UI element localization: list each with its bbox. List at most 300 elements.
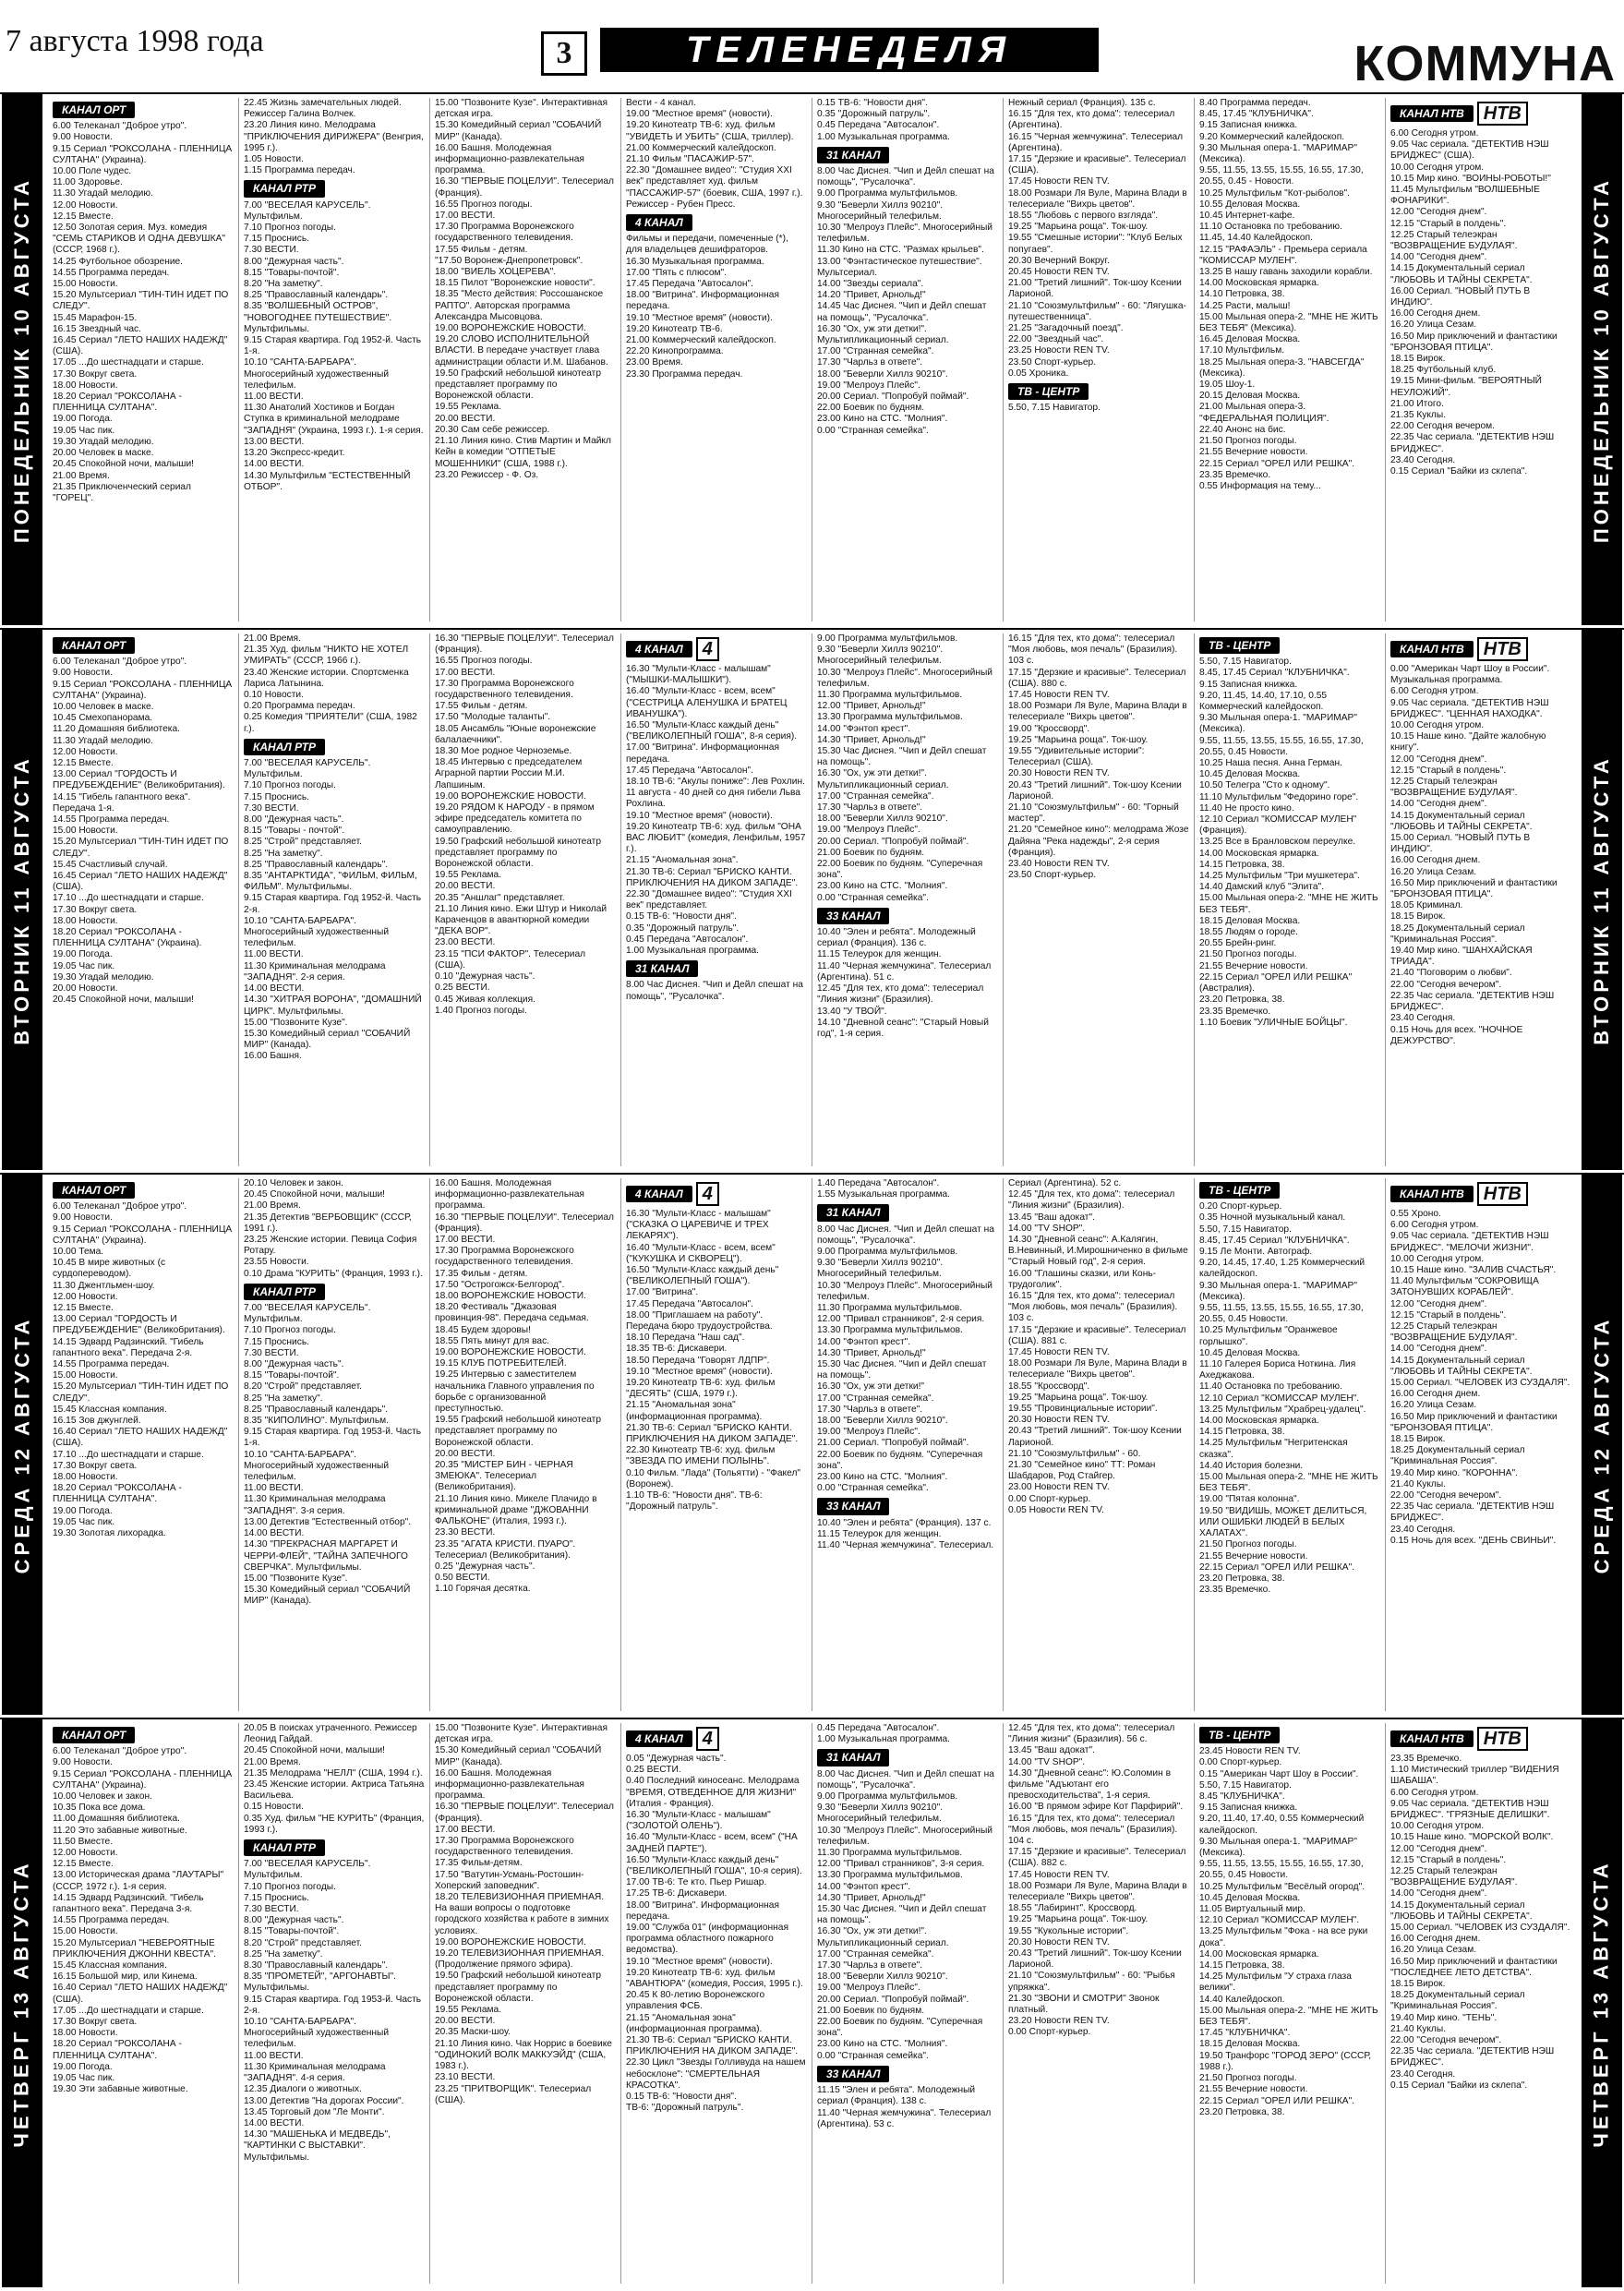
program-listing: 9.15 Сериал "РОКСОЛАНА - ПЛЕННИЦА СУЛТАНА" (Украина).	[53, 1768, 233, 1791]
schedule-columns	[48, 1723, 1576, 2284]
program-listing: 19.55 Реклама.	[435, 870, 502, 881]
program-listing: 14.00 "Звезды сериала".	[817, 279, 924, 290]
channel-name: ТВ - ЦЕНТР	[1008, 383, 1089, 400]
channel-header	[817, 1749, 998, 1766]
channel-header	[1390, 1182, 1571, 1206]
channel-name: 31 КАНАЛ	[817, 147, 889, 163]
program-listing: 0.05 Новости REN TV.	[1008, 1504, 1104, 1515]
channel-header	[817, 1498, 998, 1514]
program-listing: 19.10 "Местное время" (новости).	[626, 312, 773, 323]
program-listing: 18.00 "Беверли Хиллз 90210".	[817, 1971, 948, 1983]
program-listing: 17.30 "Чарльз в ответе".	[817, 357, 923, 368]
program-listing: 19.00 ВОРОНЕЖСКИЕ НОВОСТИ.	[435, 790, 586, 802]
program-listing: 21.55 Вечерние новости.	[1199, 960, 1308, 971]
program-listing: 16.00 Башня.	[244, 1051, 302, 1062]
program-listing: 19.05 Час пик.	[53, 2073, 115, 2084]
program-listing: 8.25 "На заметку".	[244, 848, 323, 859]
program-listing: 0.15 Новости.	[244, 1802, 304, 1813]
program-listing: 11.30 Криминальная мелодрама "ЗАПАДНЯ". 4-я серия.	[244, 2061, 386, 2084]
day-label-text: ВТОРНИК 11 АВГУСТА	[10, 754, 33, 1045]
program-listing: 19.40 Мир кино. "КОРОННА".	[1390, 1467, 1518, 1478]
channel-header	[244, 1284, 425, 1300]
program-listing: 10.45 В мире животных (с сурдопереводом).	[53, 1258, 166, 1280]
program-listing: 18.00 Новости.	[53, 2028, 118, 2039]
program-listing: 14.00 "Сегодня днем".	[1390, 799, 1487, 810]
program-listing: 11.00 ВЕСТИ.	[244, 949, 304, 960]
program-listing: 14.55 Программа передач.	[53, 1359, 170, 1370]
program-listing: 8.35 "ПРОМЕТЕЙ", "АРГОНАВТЫ". Мультфильмы.	[244, 1971, 397, 1994]
program-listing: 17.00 ВЕСТИ.	[435, 1235, 496, 1246]
day-label	[2, 1175, 42, 1715]
program-listing: 23.30 ВЕСТИ.	[435, 1527, 496, 1538]
program-listing: 19.00 "Местное время" (новости).	[626, 109, 773, 120]
program-listing: 9.05 Час сериала. "ДЕТЕКТИВ НЭШ БРИДЖЕС". "МЕЛОЧИ ЖИЗНИ".	[1390, 1231, 1549, 1253]
channel-name: КАНАЛ НТВ	[1390, 641, 1474, 657]
program-listing: 11.30 Программа мультфильмов.	[817, 1848, 963, 1859]
program-listing: 14.25 Футбольное обозрение.	[53, 256, 184, 267]
program-listing: 23.40 Сегодня.	[1390, 2068, 1456, 2080]
program-listing: 18.15 Вирок.	[1390, 354, 1446, 365]
schedule-column	[812, 1178, 1003, 1711]
program-listing: 0.00 "Странная семейка".	[817, 1483, 929, 1494]
program-listing: 17.15 "Дерзкие и красивые". Телесериал (США). 881 с.	[1008, 1324, 1186, 1346]
program-listing: 19.55 "Кукольные истории".	[1008, 1925, 1129, 1936]
program-listing: 0.45 Передача "Автосалон".	[817, 1723, 940, 1733]
program-listing: 1.10 Мистический триллер "ВИДЕНИЯ ШАБАША".	[1390, 1765, 1559, 1787]
program-listing: 17.00 "Странная семейка".	[817, 1948, 934, 1959]
program-listing: 18.00 Розмари Ля Вуле, Марина Влади в телесериале "Вихрь цветов".	[1008, 187, 1187, 210]
program-listing: 22.15 Сериал "ОРЕЛ ИЛИ РЕШКА" (Австралия).	[1199, 971, 1353, 995]
program-listing: 18.00 Розмари Ля Вуле, Марина Влади в телесериале "Вихрь цветов".	[1008, 701, 1187, 723]
program-listing: 13.25 В нашу гавань заходили корабли.	[1199, 267, 1373, 278]
program-listing: 12.00 "Сегодня днем".	[1390, 754, 1487, 765]
program-listing: 20.00 ВЕСТИ.	[435, 881, 496, 892]
program-listing: 16.30 "Ох, уж эти детки!"	[817, 1381, 925, 1393]
channel-name: 31 КАНАЛ	[626, 960, 698, 977]
program-listing: 19.00 "Мелроуз Плейс".	[817, 825, 920, 836]
program-listing: 21.00 Коммерческий калейдоскоп.	[626, 335, 776, 346]
program-listing: 18.20 Сериал "РОКСОЛАНА - ПЛЕННИЦА СУЛТАНА".	[53, 392, 182, 414]
program-listing: Сериал (Аргентина). 52 с.	[1008, 1178, 1122, 1188]
program-listing: 5.50, 7.15 Навигатор.	[1199, 1224, 1292, 1235]
program-listing: 6.00 Сегодня утром.	[1390, 686, 1479, 697]
program-listing: 16.45 Сериал "ЛЕТО НАШИХ НАДЕЖД" (США).	[53, 335, 228, 357]
program-listing: 12.00 Новости.	[53, 1848, 118, 1859]
program-listing: 15.00 "Позвоните Кузе".	[244, 1017, 348, 1028]
program-listing: 18.00 Новости.	[53, 915, 118, 926]
program-listing: 1.10 Горячая десятка.	[435, 1584, 531, 1595]
program-listing: 19.55 Графский небольшой кинотеатр представляет программу по Воронежской области.	[435, 1415, 602, 1448]
program-listing: 9.55, 11.55, 13.55, 15.55, 16.55, 17.30, 20.55, 0.45 Новости.	[1199, 1859, 1364, 1881]
program-listing: Вести - 4 канал.	[626, 98, 696, 108]
program-listing: 16.20 Улица Сезам.	[1390, 866, 1477, 877]
program-listing: 23.35 Времечко.	[1199, 1585, 1271, 1596]
program-listing: 16.20 Улица Сезам.	[1390, 1400, 1477, 1411]
program-listing: 10.10 "САНТА-БАРБАРА". Многосерийный художественный телефильм.	[244, 915, 390, 949]
program-listing: 16.15 Звездный час.	[53, 323, 141, 334]
program-listing: 11.45, 14.40 Калейдоскоп.	[1199, 233, 1313, 244]
program-listing: 17.00 "Пять с плюсом".	[626, 267, 727, 278]
program-listing: 23.40 Сегодня.	[1390, 1013, 1456, 1024]
program-listing: 20.30 Новости REN TV.	[1008, 768, 1110, 779]
day-band	[0, 1718, 1624, 2287]
program-listing: 8.20 "Строй" представляет.	[244, 1381, 362, 1393]
program-listing: 14.25 Расти, малыш!	[1199, 300, 1291, 311]
program-listing: 14.00 "ТV SHOP".	[1008, 1756, 1086, 1767]
program-listing: 15.00 Новости.	[53, 826, 118, 837]
program-listing: 19.30 Эти забавные животные.	[53, 2084, 188, 2095]
program-listing: 19.00 "Мелроуз Плейс".	[817, 1983, 920, 1994]
program-listing: 19.05 Час пик.	[53, 425, 115, 436]
program-listing: 19.20 Кинотеатр ТВ-6: худ. фильм "ДЕСЯТЬ" (США, 1979 г.).	[626, 1378, 776, 1400]
program-listing: 19.25 "Марьина роща". Ток-шоу.	[1008, 1392, 1149, 1403]
program-listing: 12.15 Вместе.	[53, 758, 114, 769]
channel-header	[817, 147, 998, 163]
program-listing: 13.00 "Фэнтастическое путешествие". Мультсериал.	[817, 256, 982, 278]
program-listing: 16.30 "ПЕРВЫЕ ПОЦЕЛУИ". Телесериал (Франция).	[435, 633, 614, 656]
program-listing: 21.35 Мелодрама "НЕЛЛ" (США, 1994 г.).	[244, 1767, 423, 1779]
program-listing: 19.50 Транфорс "ГОРОД ЗЕРО" (СССР, 1988 г.).	[1199, 2050, 1372, 2072]
program-listing: 14.30 "Дневной сеанс": А.Калягин, В.Невинный, И.Мирошниченко в фильме "Старый Новый год", 2-я серия.	[1008, 1235, 1188, 1268]
program-listing: 10.45 Деловая Москва.	[1199, 769, 1301, 780]
program-listing: 17.15 "Дерзкие и красивые". Телесериал (США). 880 с.	[1008, 667, 1186, 689]
program-listing: 21.40 Куклы.	[1390, 1478, 1447, 1489]
schedule-column	[429, 1178, 620, 1711]
program-listing: 19.05 Час пик.	[53, 1516, 115, 1527]
program-listing: 17.30 "Чарльз в ответе".	[817, 1404, 923, 1415]
channel-name: КАНАЛ ОРТ	[53, 102, 135, 118]
program-listing: 23.00 Время.	[626, 357, 683, 368]
program-listing: 13.45 "Ваш адокат".	[1008, 1745, 1095, 1756]
program-listing: "17.50 Воронеж-Днепропетровск".	[435, 255, 583, 266]
program-listing: 16.30 "Ох, уж эти детки!". Мультипликационный сериал.	[817, 768, 949, 790]
program-listing: 15.45 Марафон-15.	[53, 312, 138, 323]
program-listing: 19.00 "Кроссворд".	[1008, 723, 1090, 734]
channel-header	[626, 960, 807, 977]
program-listing: 18.15 Деловая Москва.	[1199, 915, 1301, 926]
program-listing: 12.45 "Для тех, кто дома": телесериал "Линия жизни" (Бразилия).	[817, 983, 984, 1006]
program-listing: 15.00 "Позвоните Кузе".	[244, 1573, 348, 1584]
program-listing: 16.15 "Для тех, кто дома": телесериал "Моя любовь, моя печаль" (Бразилия). 103 с.	[1008, 1291, 1178, 1324]
program-listing: 19.20 СЛОВО ИСПОЛНИТЕЛЬНОЙ ВЛАСТИ. В передаче участвует глава администрации области И.М. Шабанов.	[435, 334, 608, 368]
program-listing: 15.00 Сериал. "ЧЕЛОВЕК ИЗ СУЗДАЛЯ".	[1390, 1378, 1570, 1389]
program-listing: 0.40 Последний киносеанс. Мелодрама "ВРЕМЯ, ОТВЕДЕННОЕ ДЛЯ ЖИЗНИ" (Италия - Франция).	[626, 1776, 800, 1809]
program-listing: 19.00 "Мелроуз Плейс".	[817, 380, 920, 391]
program-listing: 16.00 Башня. Молодежная информационно-развлекательная программа.	[435, 1767, 584, 1802]
program-listing: 15.30 Час Диснея. "Чип и Дейл спешат на помощь".	[817, 746, 987, 768]
program-listing: 1.00 Музыкальная программа.	[817, 1734, 950, 1745]
program-listing: 18.00 ВОРОНЕЖСКИЕ НОВОСТИ.	[435, 1291, 586, 1302]
program-listing: 22.00 Боевик по будням. "Суперечная зона".	[817, 2017, 983, 2039]
program-listing: 19.55 Реклама.	[435, 402, 502, 413]
program-listing: 19.25 "Марьина роща". Ток-шоу.	[1008, 222, 1149, 233]
program-listing: 23.40 Женские истории. Спортсменка Лариса Латынина.	[244, 667, 409, 689]
program-listing: 17.30 Программа Воронежского государственного телевидения.	[435, 1246, 574, 1268]
program-listing: 10.45 Интернет-кафе.	[1199, 211, 1295, 222]
program-listing: 10.00 Человек и закон.	[53, 1791, 152, 1803]
schedule-column	[1003, 1723, 1194, 2284]
program-listing: 0.55 Информация на тему...	[1199, 480, 1321, 491]
schedule-column	[1385, 98, 1576, 621]
program-listing: 19.00 "Мелроуз Плейс".	[817, 1427, 920, 1438]
program-listing: 9.20, 14.45, 17.40, 1.25 Коммерческий калейдоскоп.	[1199, 1258, 1365, 1280]
program-listing: 16.50 Мир приключений и фантастики "БРОНЗОВАЯ ПТИЦА".	[1390, 331, 1558, 353]
program-listing: 11.00 Домашняя библиотека.	[53, 1814, 180, 1825]
program-listing: 12.15 "РАФАЭЛЬ" - Премьера сериала "КОМИССАР МУЛЕН".	[1199, 244, 1367, 266]
program-listing: 10.30 "Мелроуз Плейс". Многосерийный телефильм.	[817, 223, 993, 245]
program-listing: 12.15 "Старый в полдень".	[1390, 1854, 1507, 1865]
program-listing: 15.00 Новости.	[53, 1370, 118, 1381]
channel-header	[244, 1839, 425, 1856]
program-listing: 16.50 "Мульти-Класс каждый день" ("ВЕЛИКОЛЕПНЫЙ ГОША", 10-я серия).	[626, 1854, 802, 1877]
program-listing: 9.00 Программа мультфильмов.	[817, 1791, 958, 1803]
program-listing: 11.10 Мультфильм "Федорино горе".	[1199, 791, 1359, 802]
program-listing: 11.40 Не просто кино.	[1199, 802, 1294, 814]
channel-name: 4 КАНАЛ	[626, 641, 692, 657]
schedule-column	[620, 1723, 812, 2284]
program-listing: 22.15 Сериал "ОРЕЛ ИЛИ РЕШКА".	[1199, 2095, 1355, 2106]
program-listing: 11.10 Галерея Бориса Ноткина. Лия Ахеджакова.	[1199, 1359, 1356, 1381]
program-listing: 10.00 Поле чудес.	[53, 166, 132, 177]
program-listing: 20.55 Брейн-ринг.	[1199, 938, 1277, 949]
program-listing: 17.00 "Странная семейка".	[817, 346, 934, 357]
schedule-column	[620, 1178, 812, 1711]
program-listing: 0.15 Ночь для всех. "НОЧНОЕ ДЕЖУРСТВО".	[1390, 1024, 1523, 1046]
program-listing: 9.15 Ле Монти. Автограф.	[1199, 1247, 1313, 1258]
schedule-column	[238, 1178, 429, 1711]
program-listing: 15.00 "Позвоните Кузе". Интерактивная детская игра.	[435, 98, 607, 120]
program-listing: 22.15 Сериал "ОРЕЛ ИЛИ РЕШКА".	[1199, 458, 1355, 469]
program-listing: 10.10 "САНТА-БАРБАРА". Многосерийный художественный телефильм.	[244, 2017, 390, 2050]
program-listing: 16.50 "Мульти-Класс каждый день" ("ВЕЛИКОЛЕПНЫЙ ГОША").	[626, 1265, 779, 1287]
program-listing: 16.00 Сегодня днем.	[1390, 1389, 1481, 1400]
program-listing: 22.30 "Домашнее видео": "Студия XXI век" представляет худ. фильм "ПАССАЖИР-57" (боевик, США, 1997 г.). Режиссер - Рубен Пресс.	[626, 165, 803, 210]
program-listing: 21.50 Прогноз погоды.	[1199, 1539, 1297, 1550]
program-listing: 18.00 "Беверли Хиллз 90210".	[817, 814, 948, 825]
program-listing: 19.05 Шоу-1.	[1199, 380, 1256, 391]
program-listing: 21.20 "Семейное кино": мелодрама Жозе Дайяна "Река надежды", 2-я серия (Франция).	[1008, 825, 1189, 858]
program-listing: 20.35 Маски-шоу.	[435, 2027, 511, 2038]
program-listing: 14.15 Документальный сериал "ЛЮБОВЬ И ТАЙНЫ СЕКРЕТА".	[1390, 1355, 1533, 1377]
program-listing: 15.00 "Позвоните Кузе". Интерактивная детская игра.	[435, 1723, 607, 1745]
program-listing: 11.40 Остановка по требованию.	[1199, 1381, 1342, 1393]
program-listing: 0.35 "Дорожный патруль".	[626, 922, 740, 934]
program-listing: 0.25 Комедия "ПРИЯТЕЛИ" (США, 1982 г.).	[244, 712, 417, 734]
program-listing: 14.40 Калейдоскоп.	[1199, 1994, 1285, 2005]
program-listing: 8.30 "Православный календарь".	[244, 1960, 389, 1971]
channel-logo-icon: 4	[696, 637, 719, 661]
program-listing: 21.10 "Союзмультфильм" - 60: "Рыбья упряжка".	[1008, 1971, 1175, 1993]
program-listing: 8.00 Час Диснея. "Чип и Дейл спешат на помощь", "Русалочка".	[817, 1224, 994, 1246]
program-listing: 7.15 Проснись.	[244, 1336, 309, 1347]
program-listing: 9.00 Новости.	[53, 132, 113, 143]
channel-name: КАНАЛ РТР	[244, 180, 325, 197]
program-listing: 17.35 Фильм - детям.	[435, 1268, 528, 1279]
day-label-text: ПОНЕДЕЛЬНИК 10 АВГУСТА	[1590, 176, 1613, 543]
program-listing: 14.30 "ПРЕКРАСНАЯ МАРГАРЕТ И ЧЕРРИ-ФЛЕЙ", "ТАЙНА ЗАПЕЧНОГО СВЕРЧКА". Мультфильмы.	[244, 1539, 408, 1573]
program-listing: 18.55 Людям о городе.	[1199, 927, 1298, 938]
program-listing: 17.30 "Чарльз в ответе".	[817, 802, 923, 814]
program-listing: 23.00 Кино на СТС. "Молния".	[817, 414, 948, 425]
channel-header	[53, 102, 234, 118]
program-listing: 5.50, 7.15 Навигатор.	[1199, 1779, 1292, 1791]
program-listing: 12.10 Сериал "КОМИССАР МУЛЕН" (Франция).	[1199, 814, 1357, 837]
program-listing: 16.45 Сериал "ЛЕТО НАШИХ НАДЕЖД" (США).	[53, 871, 228, 893]
program-listing: 10.00 Человек в маске.	[53, 702, 154, 713]
program-listing: 18.15 Пилот "Воронежские новости".	[435, 278, 595, 289]
program-listing: 14.40 Дамский клуб "Элита".	[1199, 882, 1324, 893]
program-listing: 19.50 Графский небольшой кинотеатр представляет программу по Воронежской области.	[435, 836, 602, 870]
program-listing: 18.15 Вирок.	[1390, 1434, 1446, 1445]
program-listing: 10.15 Наше кино. "МОРСКОЙ ВОЛК".	[1390, 1832, 1554, 1843]
program-listing: 22.00 Боевик по будням. "Суперечная зона".	[817, 1449, 983, 1471]
program-listing: 18.30 Мое родное Черноземье.	[435, 746, 572, 757]
program-listing: 23.50 Спорт-курьер.	[1008, 356, 1097, 368]
program-listing: 23.35 Времечко.	[1199, 1006, 1271, 1017]
program-listing: 18.55 Пять минут для вас.	[435, 1335, 550, 1346]
program-listing: 20.05 В поисках утраченного. Режиссер Леонид Гайдай.	[244, 1723, 417, 1745]
program-listing: 20.00 ВЕСТИ.	[435, 1448, 496, 1459]
program-listing: 12.15 "Старый в полдень".	[1390, 765, 1507, 776]
program-listing: 9.15 Старая квартира. Год 1953-й. Часть 1-я.	[244, 1427, 422, 1449]
program-listing: 18.55 "Любовь с первого взгляда".	[1008, 211, 1159, 222]
program-listing: 10.30 "Мелроуз Плейс". Многосерийный телефильм.	[817, 1825, 993, 1847]
channel-name: КАНАЛ НТВ	[1390, 1730, 1474, 1747]
program-listing: 11.30 Анатолий Хостиков и Богдан Ступка в криминальной мелодраме "ЗАПАДНЯ" (Украина, 1993 г.). 1-я серия.	[244, 403, 424, 436]
program-listing: 13.00 Сериал "ГОРДОСТЬ И ПРЕДУБЕЖДЕНИЕ" (Великобритания).	[53, 1314, 225, 1336]
program-listing: 23.40 Сегодня.	[1390, 1524, 1456, 1535]
program-listing: 14.30 "МАШЕНЬКА И МЕДВЕДЬ", "КАРТИНКИ С ВЫСТАВКИ". Мультфильмы.	[244, 2129, 391, 2163]
program-listing: 9.15 Сериал "РОКСОЛАНА - ПЛЕННИЦА СУЛТАНА" (Украина).	[53, 679, 233, 701]
program-listing: 19.30 Золотая лихорадка.	[53, 1528, 166, 1539]
program-listing: 14.55 Программа передач.	[53, 1915, 170, 1926]
program-listing: 0.15 "Американ Чарт Шоу в России".	[1199, 1768, 1359, 1779]
program-listing: 19.00 "Пятая колонна".	[1199, 1494, 1300, 1505]
program-listing: 7.00 "ВЕСЕЛАЯ КАРУСЕЛЬ". Мультфильм.	[244, 1859, 371, 1881]
program-listing: 8.00 Час Диснея. "Чип и Дейл спешат на помощь", "Русалочка".	[626, 980, 803, 1002]
program-listing: 20.30 Новости REN TV.	[1008, 1936, 1110, 1947]
program-listing: 14.15 Петровка, 38.	[1199, 859, 1285, 870]
program-listing: 20.43 "Третий лишний". Ток-шоу Ксении Ларионой.	[1008, 1948, 1182, 1971]
program-listing: 20.45 Новости REN TV.	[1008, 267, 1110, 278]
program-listing: 19.55 "Удивительные истории": Телесериал (США).	[1008, 746, 1145, 768]
channel-name: 31 КАНАЛ	[817, 1204, 889, 1221]
schedule-column	[1003, 633, 1194, 1166]
program-listing: 16.00 "Глашины сказки, или Конь-трудоголик".	[1008, 1268, 1157, 1290]
program-listing: 14.00 ВЕСТИ.	[244, 459, 305, 470]
program-listing: 11.40 Мультфильм "СОКРОВИЩА ЗАТОНУВШИХ КОРАБЛЕЙ".	[1390, 1276, 1539, 1298]
program-listing: 14.30 "Привет, Арнольд!"	[817, 1347, 926, 1358]
program-listing: 10.45 Деловая Москва.	[1199, 1347, 1301, 1358]
channel-header	[626, 637, 807, 661]
program-listing: 15.30 Час Диснея. "Чип и Дейл спешат на помощь".	[817, 1359, 987, 1381]
program-listing: 10.10 "САНТА-БАРБАРА". Многосерийный художественный телефильм.	[244, 357, 390, 391]
program-listing: 19.20 Кинотеатр ТВ-6: худ. фильм "УВИДЕТЬ И УБИТЬ" (США, триллер).	[626, 120, 794, 142]
program-listing: 16.40 "Мульти-Класс - всем, всем" ("КУКУШКА И СКВОРЕЦ").	[626, 1242, 776, 1264]
program-listing: 17.30 Вокруг света.	[53, 2017, 138, 2028]
program-listing: 20.00 Сериал. "Попробуй поймай".	[817, 392, 969, 403]
program-listing: 1.55 Музыкальная программа.	[817, 1189, 950, 1200]
program-listing: 11.30 Программа мультфильмов.	[817, 1303, 963, 1314]
program-listing: 20.00 Человек в маске.	[53, 448, 154, 459]
program-listing: 20.35 "Аншлаг" представляет.	[435, 892, 565, 903]
program-listing: 11.05 Виртуальный мир.	[1199, 1904, 1305, 1915]
program-listing: 16.00 Сериал. "НОВЫЙ ПУТЬ В ИНДИЮ".	[1390, 285, 1531, 308]
program-listing: 21.00 Мыльная опера-3. "ФЕДЕРАЛЬНАЯ ПОЛИЦИЯ".	[1199, 402, 1329, 424]
program-listing: 18.50 Передача "Говорят ЛДПР".	[626, 1355, 770, 1366]
program-listing: 16.55 Прогноз погоды.	[435, 199, 533, 210]
masthead	[0, 0, 1624, 92]
program-listing: 21.55 Вечерние новости.	[1199, 447, 1308, 458]
channel-logo-icon: НТВ	[1477, 1182, 1528, 1206]
schedule-column	[238, 1723, 429, 2284]
program-listing: 8.15 "Товары - почтой".	[244, 826, 344, 837]
program-listing: 23.35 Времечко.	[1199, 469, 1271, 480]
channel-header	[817, 908, 998, 924]
schedule-column	[429, 633, 620, 1166]
program-listing: 10.25 Мультфильм "Весёлый огород".	[1199, 1881, 1365, 1892]
program-listing: 14.10 Петровка, 38.	[1199, 289, 1285, 300]
program-listing: 9.00 Новости.	[53, 1757, 113, 1768]
program-listing: 23.10 ВЕСТИ.	[435, 2072, 496, 2083]
program-listing: 23.20 Петровка, 38.	[1199, 995, 1285, 1006]
program-listing: 10.15 Наше кино. "Дайте жалобную книгу".	[1390, 731, 1546, 754]
program-listing: 16.50 Мир приключений и фантастики "БРОНЗОВАЯ ПТИЦА".	[1390, 1411, 1558, 1433]
program-listing: 17.45 Новости REN TV.	[1008, 1347, 1110, 1358]
program-listing: 14.00 Московская ярмарка.	[1199, 1948, 1319, 1959]
program-listing: 18.00 Новости.	[53, 380, 118, 391]
program-listing: 7.10 Прогноз погоды.	[244, 780, 336, 791]
channel-name: КАНАЛ ОРТ	[53, 637, 135, 654]
program-listing: 18.45 Будем здоровы!	[435, 1324, 531, 1335]
program-listing: 0.15 ТВ-6: "Новости дня".	[626, 911, 737, 922]
program-listing: 16.20 Улица Сезам.	[1390, 320, 1477, 331]
program-listing: 23.35 "АГАТА КРИСТИ. ПУАРО". Телесериал (Великобритания).	[435, 1538, 576, 1561]
program-listing: 10.15 Наше кино. "ЗАЛИВ СЧАСТЬЯ".	[1390, 1265, 1557, 1276]
program-listing: 1.40 Передача "Автосалон".	[817, 1178, 940, 1188]
schedule-column	[48, 633, 238, 1166]
program-listing: 12.50 Золотая серия. Муз. комедия "СЕМЬ СТАРИКОВ И ОДНА ДЕВУШКА" (СССР, 1968 г.).	[53, 223, 225, 256]
program-listing: 12.10 Сериал "КОМИССАР МУЛЕН".	[1199, 1915, 1360, 1926]
program-listing: 22.00 "Сегодня вечером".	[1390, 2035, 1502, 2046]
channel-header	[817, 1204, 998, 1221]
program-listing: 11.30 Криминальная мелодрама "ЗАПАДНЯ". 2-я серия.	[244, 960, 386, 983]
page-number: 3	[541, 31, 587, 76]
program-listing: 12.15 Вместе.	[53, 1859, 114, 1870]
program-listing: 19.50 Графский небольшой кинотеатр представляет программу по Воронежской области.	[435, 1971, 602, 2004]
schedule-column	[1385, 1723, 1576, 2284]
program-listing: 10.40 "Элен и ребята". Молодежный сериал (Франция). 136 с.	[817, 927, 976, 949]
program-listing: 13.00 ВЕСТИ.	[244, 436, 305, 447]
program-listing: 9.30 Мыльная опера-1. "МАРИМАР" (Мексика).	[1199, 1836, 1357, 1859]
schedule-column	[620, 98, 812, 621]
program-listing: 9.15 Сериал "РОКСОЛАНА - ПЛЕННИЦА СУЛТАНА" (Украина).	[53, 143, 233, 165]
program-listing: 15.20 Мультсериал "ТИН-ТИН ИДЕТ ПО СЛЕДУ".	[53, 1381, 229, 1404]
program-listing: 7.10 Прогноз погоды.	[244, 1325, 336, 1336]
program-listing: 18.00 "Беверли Хиллз 90210".	[817, 1416, 948, 1427]
program-listing: 0.25 "Дежурная часть".	[435, 1561, 535, 1572]
channel-header	[1008, 383, 1189, 400]
program-listing: 12.00 "Привал странников", 3-я серия.	[817, 1859, 985, 1870]
program-listing: 14.30 "ХИТРАЯ ВОРОНА", "ДОМАШНИЙ ЦИРК". Мультфильмы.	[244, 995, 422, 1017]
program-listing: 14.15 Петровка, 38.	[1199, 1960, 1285, 1971]
program-listing: 16.30 "Ох, уж эти детки!". Мультипликационный сериал.	[817, 323, 949, 346]
channel-name: КАНАЛ НТВ	[1390, 1186, 1474, 1202]
program-listing: 0.20 Программа передач.	[244, 701, 355, 712]
program-listing: 13.00 Сериал "ГОРДОСТЬ И ПРЕДУБЕЖДЕНИЕ" (Великобритания).	[53, 769, 225, 791]
program-listing: 10.40 "Элен и ребята" (Франция). 137 с.	[817, 1517, 992, 1528]
program-listing: 14.15 Документальный сериал "ЛЮБОВЬ И ТАЙНЫ СЕКРЕТА".	[1390, 810, 1533, 832]
